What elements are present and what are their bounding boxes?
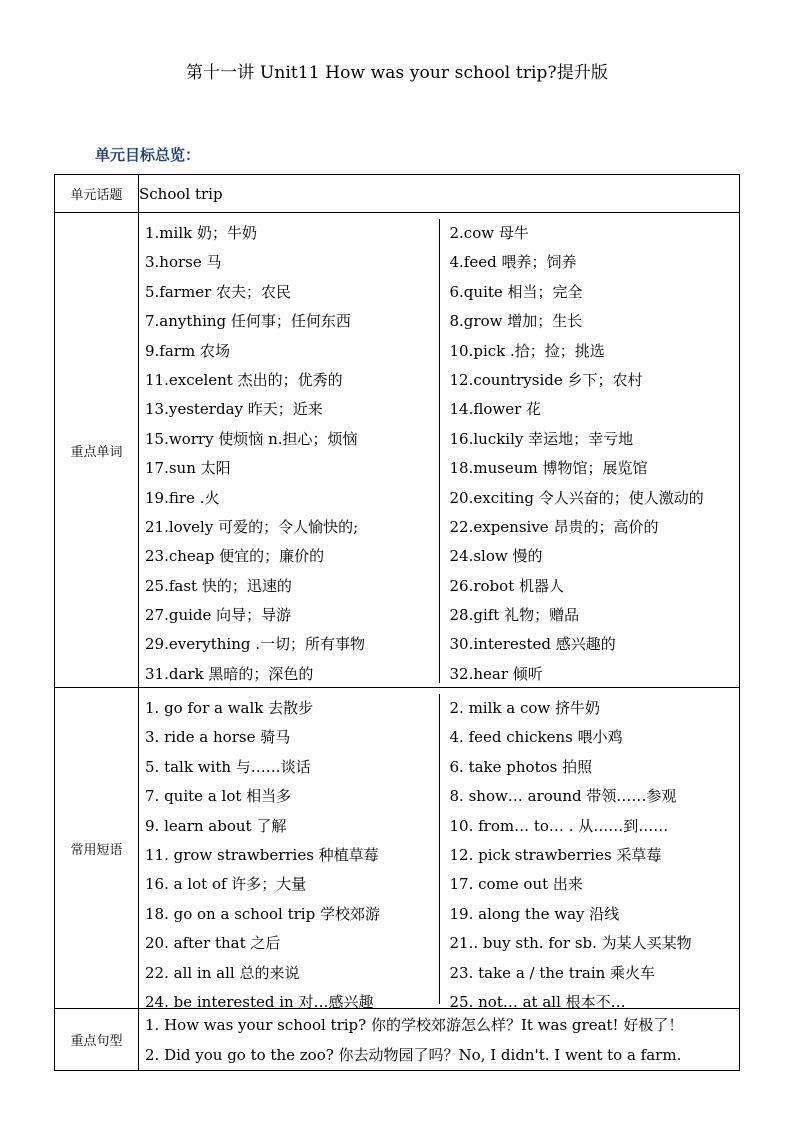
word-item: 7.anything 任何事；任何东西 (145, 312, 351, 331)
word-item: 17.sun 太阳 (145, 459, 231, 478)
word-item: 21.lovely 可爱的；令人愉快的; (145, 517, 359, 536)
word-item: 29.everything .一切；所有事物 (145, 635, 366, 654)
word-item: 8.grow 增加；生长 (449, 312, 583, 331)
word-item: 2.cow 母牛 (449, 224, 529, 242)
phrase-item: 2. milk a cow 挤牛奶 (449, 699, 601, 717)
topic-value: School trip (139, 175, 740, 213)
word-item: 32.hear 倾听 (449, 664, 543, 683)
page-title: 第十一讲 Unit11 How was your school trip?提升版 (185, 63, 609, 83)
phrase-item: 8. show… around 带领……参观 (449, 787, 677, 806)
words-row (55, 213, 740, 688)
phrase-item: 17. come out 出来 (449, 875, 583, 894)
word-item: 25.fast 快的；迅速的 (145, 576, 292, 595)
section-title: 单元目标总览： (95, 146, 201, 164)
word-item: 9.farm 农场 (145, 341, 230, 360)
words-cell (139, 213, 740, 688)
word-item: 13.yesterday 昨天；近来 (145, 400, 323, 419)
phrase-item: 12. pick strawberries 采草莓 (449, 845, 662, 864)
sentences-label: 重点句型 (55, 1009, 139, 1071)
word-item: 23.cheap 便宜的；廉价的 (145, 547, 325, 566)
word-item: 15.worry 使烦恼 n.担心；烦恼 (145, 429, 358, 448)
sentences-cell (139, 1009, 740, 1071)
phrase-item: 18. go on a school trip 学校郊游 (145, 904, 380, 923)
word-item: 28.gift 礼物；赠品 (449, 606, 580, 625)
word-item: 24.slow 慢的 (449, 547, 543, 566)
phrases-right-column (440, 694, 740, 1011)
phrase-item: 4. feed chickens 喂小鸡 (449, 728, 623, 747)
phrase-item: 16. a lot of 许多；大量 (145, 875, 307, 894)
word-item: 27.guide 向导；导游 (145, 606, 292, 625)
phrase-item: 5. talk with 与……谈话 (145, 757, 311, 776)
word-item: 12.countryside 乡下；农村 (449, 370, 643, 389)
phrases-row (55, 688, 740, 1009)
unit-overview-table (54, 174, 740, 1071)
phrase-item: 20. after that 之后 (145, 934, 281, 953)
word-item: 19.fire .火 (145, 488, 220, 507)
word-item: 26.robot 机器人 (449, 576, 564, 595)
phrases-cell (139, 688, 740, 1009)
phrase-item: 25. not… at all 根本不… (449, 992, 626, 1011)
phrase-item: 3. ride a horse 骑马 (145, 728, 291, 747)
sentence-item: 1. How was your school trip? 你的学校郊游怎么样？It was great! 好极了！ (145, 1016, 684, 1034)
phrase-item: 11. grow strawberries 种植草莓 (145, 845, 379, 864)
word-item: 14.flower 花 (449, 400, 542, 419)
phrase-item: 19. along the way 沿线 (449, 904, 620, 923)
word-item: 30.interested 感兴趣的 (449, 635, 616, 654)
sentences-row (55, 1009, 740, 1071)
word-item: 3.horse 马 (145, 253, 222, 272)
phrase-item: 6. take photos 拍照 (449, 757, 593, 776)
word-item: 1.milk 奶；牛奶 (145, 224, 257, 242)
phrase-item: 9. learn about 了解 (145, 816, 287, 835)
topic-label: 单元话题 (55, 175, 139, 213)
phrases-left-column (139, 694, 440, 1011)
sentence-item: 2. Did you go to the zoo? 你去动物园了吗？No, I didn't. I went to a farm. (145, 1046, 682, 1064)
phrase-item: 21.. buy sth. for sb. 为某人买某物 (449, 934, 692, 953)
word-item: 16.luckily 幸运地；幸亏地 (449, 429, 634, 448)
word-item: 5.farmer 农夫；农民 (145, 282, 292, 301)
word-item: 10.pick .拾；捡；挑选 (449, 341, 605, 360)
words-left-column (139, 219, 440, 683)
word-item: 20.exciting 令人兴奋的；使人激动的 (449, 488, 704, 507)
words-right-column (440, 219, 740, 683)
topic-row (55, 175, 740, 213)
phrase-item: 1. go for a walk 去散步 (145, 699, 314, 717)
words-label: 重点单词 (55, 213, 139, 688)
sentences-list (139, 1009, 739, 1070)
phrase-item: 24. be interested in 对…感兴趣 (145, 992, 374, 1011)
word-item: 18.museum 博物馆；展览馆 (449, 459, 648, 478)
word-item: 22.expensive 昂贵的；高价的 (449, 517, 659, 536)
word-item: 11.excelent 杰出的；优秀的 (145, 370, 343, 389)
phrase-item: 7. quite a lot 相当多 (145, 787, 292, 806)
word-item: 6.quite 相当；完全 (449, 282, 583, 301)
phrase-item: 10. from… to… . 从……到…… (449, 816, 669, 835)
phrase-item: 22. all in all 总的来说 (145, 963, 300, 982)
phrase-item: 23. take a / the train 乘火车 (449, 963, 656, 982)
word-item: 4.feed 喂养；饲养 (449, 253, 577, 272)
phrases-label: 常用短语 (55, 688, 139, 1009)
word-item: 31.dark 黑暗的；深色的 (145, 664, 314, 683)
